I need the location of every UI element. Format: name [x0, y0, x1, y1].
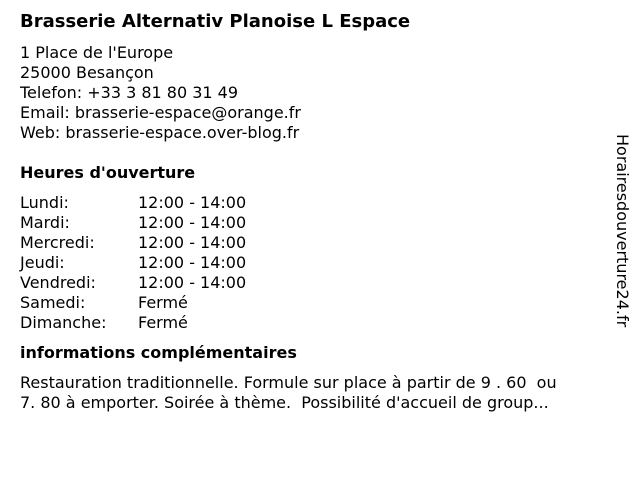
site-watermark: Horairesdouverture24.fr [613, 134, 632, 328]
additional-info-heading: informations complémentaires [20, 343, 297, 362]
business-card [20, 10, 610, 413]
hours-row-wednesday [20, 233, 610, 253]
day-hours: Fermé [138, 313, 188, 332]
hours-row-monday [20, 193, 610, 213]
opening-hours-table [20, 193, 610, 333]
day-hours: 12:00 - 14:00 [138, 213, 247, 232]
day-label: Mercredi: [20, 233, 95, 252]
hours-row-thursday [20, 253, 610, 273]
day-label: Vendredi: [20, 273, 96, 292]
day-hours: 12:00 - 14:00 [138, 233, 247, 252]
day-hours: 12:00 - 14:00 [138, 273, 247, 292]
day-label: Jeudi: [20, 253, 65, 272]
day-label: Samedi: [20, 293, 86, 312]
hours-row-saturday [20, 293, 610, 313]
business-name: Brasserie Alternativ Planoise L Espace [20, 11, 411, 32]
address-block [20, 43, 610, 143]
additional-info-text: Restauration traditionnelle. Formule sur place à partir de 9 . 60 ou 7. 80 à emporter. Soirée à thème. Possibilité d'accueil de group... [20, 373, 557, 412]
opening-hours-heading: Heures d'ouverture [20, 163, 196, 182]
email-line: Email: brasserie-espace@orange.fr [20, 103, 301, 122]
hours-row-friday [20, 273, 610, 293]
day-label: Mardi: [20, 213, 70, 232]
day-hours: 12:00 - 14:00 [138, 253, 247, 272]
street-address: 1 Place de l'Europe [20, 43, 174, 62]
day-hours: 12:00 - 14:00 [138, 193, 247, 212]
day-hours: Fermé [138, 293, 188, 312]
day-label: Lundi: [20, 193, 69, 212]
phone-line: Telefon: +33 3 81 80 31 49 [20, 83, 239, 102]
day-label: Dimanche: [20, 313, 107, 332]
web-line: Web: brasserie-espace.over-blog.fr [20, 123, 300, 142]
postal-city: 25000 Besançon [20, 63, 154, 82]
hours-row-tuesday [20, 213, 610, 233]
hours-row-sunday [20, 313, 610, 333]
